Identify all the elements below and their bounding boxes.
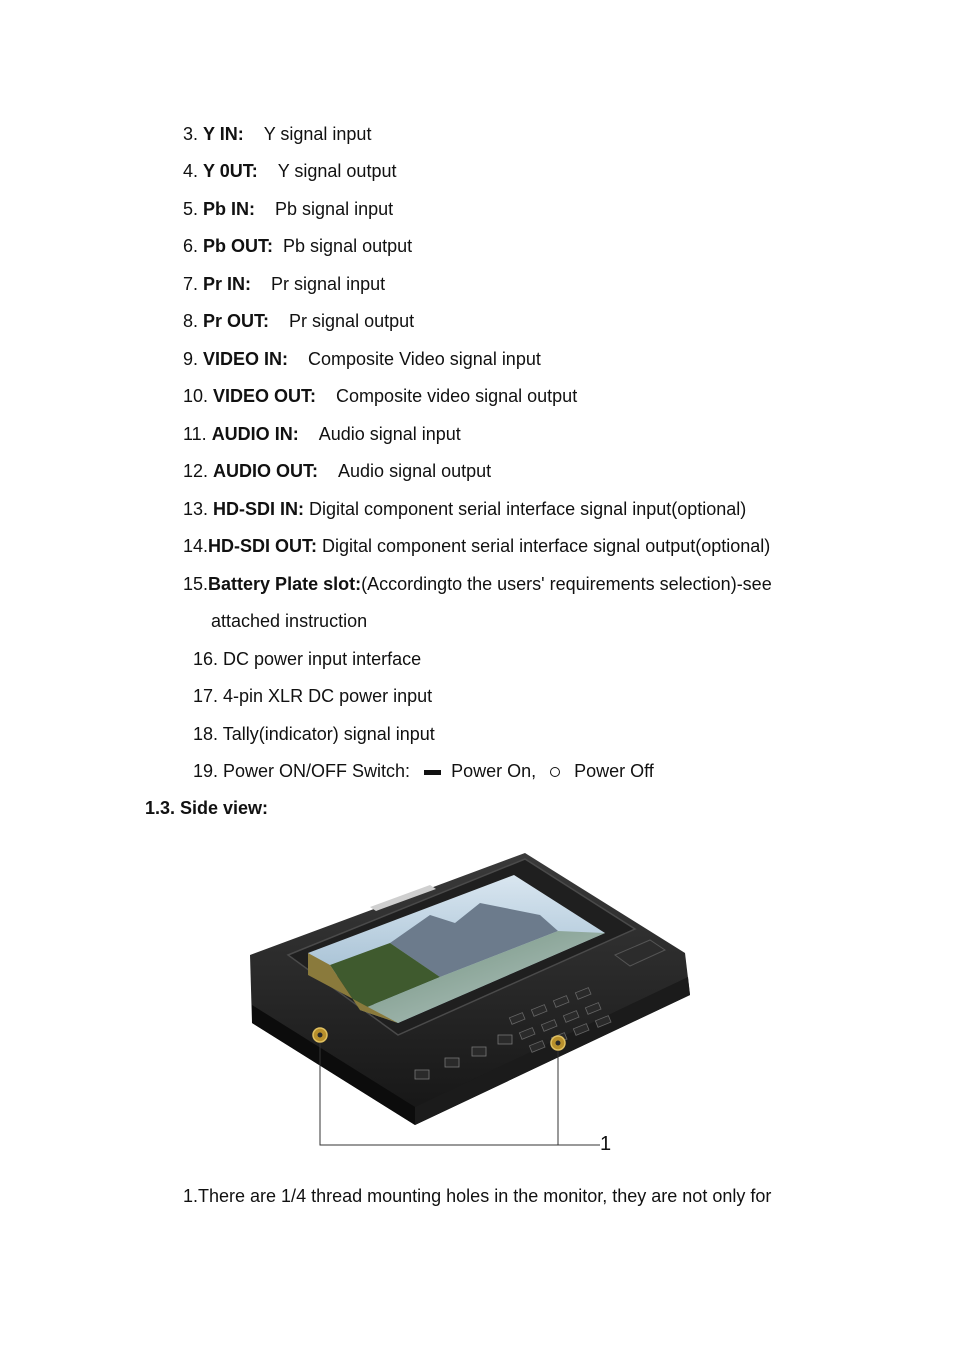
list-item: 17. 4-pin XLR DC power input: [193, 686, 433, 706]
figure-callout-number: 1: [600, 1133, 612, 1155]
list-item: 14.HD-SDI OUT: Digital component serial interface signal output(optional): [183, 536, 771, 556]
list-item: 9. VIDEO IN: Composite Video signal input: [183, 349, 541, 369]
list-item: 6. Pb OUT: Pb signal output: [183, 236, 413, 256]
list-item: 16. DC power input interface: [193, 649, 422, 669]
list-item: 18. Tally(indicator) signal input: [193, 724, 435, 744]
list-item: 3. Y IN: Y signal input: [183, 124, 372, 144]
list-item: 12. AUDIO OUT: Audio signal output: [183, 461, 492, 481]
list-item: 5. Pb IN: Pb signal input: [183, 199, 394, 219]
monitor-side-view-image: [240, 845, 700, 1160]
list-item-power-switch: 19. Power ON/OFF Switch: Power On, Power Off: [193, 761, 654, 781]
list-item: 13. HD-SDI IN: Digital component serial interface signal input(optional): [183, 499, 747, 519]
list-item: 15.Battery Plate slot:(Accordingto the users' requirements selection)-see: [183, 574, 772, 594]
list-item: 4. Y 0UT: Y signal output: [183, 161, 397, 181]
power-on-symbol-icon: [424, 770, 441, 775]
list-item: 11. AUDIO IN: Audio signal input: [183, 424, 461, 444]
section-heading: 1.3. Side view:: [145, 798, 269, 818]
power-off-symbol-icon: [550, 767, 560, 777]
footnote-paragraph: 1.There are 1/4 thread mounting holes in the monitor, they are not only for: [183, 1186, 772, 1206]
list-item-continuation: attached instruction: [211, 611, 368, 631]
list-item: 7. Pr IN: Pr signal input: [183, 274, 386, 294]
list-item: 8. Pr OUT: Pr signal output: [183, 311, 415, 331]
list-item: 10. VIDEO OUT: Composite video signal output: [183, 386, 578, 406]
